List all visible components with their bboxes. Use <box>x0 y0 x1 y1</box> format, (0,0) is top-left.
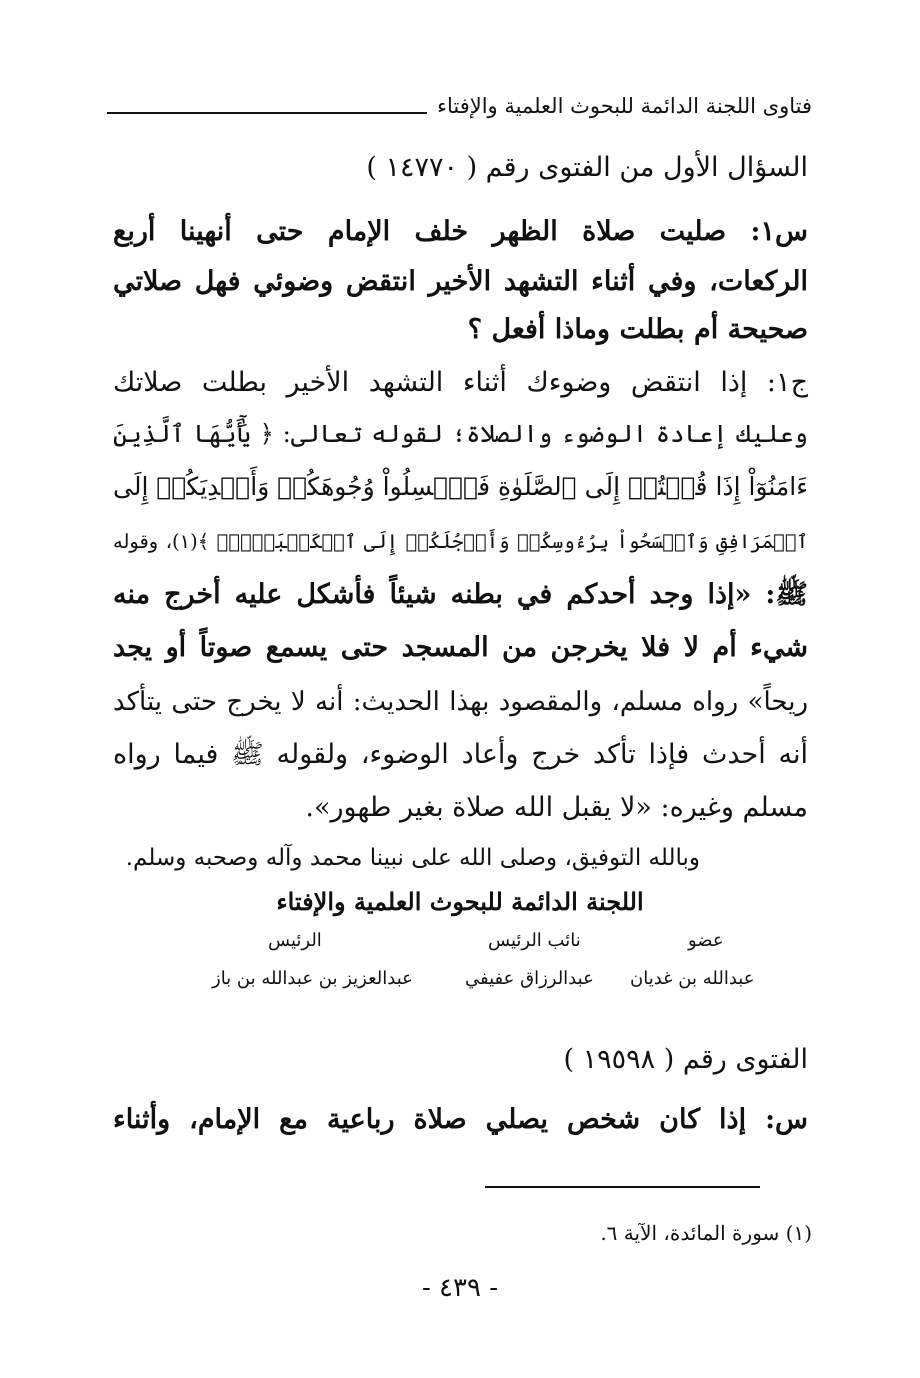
answer-1-line-6: شيء أم لا فلا يخرجن من المسجد حتى يسمع صوتاً أو يجد <box>113 632 808 663</box>
answer-1-line-9: مسلم وغيره: «لا يقبل الله صلاة بغير طهور». <box>305 792 808 823</box>
answer-1-line-5: ﷺ: «إذا وجد أحدكم في بطنه شيئاً فأشكل عليه أخرج منه <box>113 579 808 610</box>
signatory-role-member: عضو <box>688 930 724 951</box>
signatory-name-member: عبدالله بن غديان <box>630 968 755 989</box>
answer-1-line-3: ءَامَنُوٓاْ إِذَا قُمۡتُمۡ إِلَى ٱلصَّلَوٰةِ فَٱغۡسِلُواْ وُجُوهَكُمۡ وَأَيۡدِيَكُمۡ إِلَى <box>113 472 808 501</box>
signatory-name-president: عبدالعزيز بن عبدالله بن باز <box>212 968 413 989</box>
answer-1-line-4: ٱلۡمَرَافِقِ وَٱمۡسَحُواْ بِرُءُوسِكُمۡ وَأَرۡجُلَكُمۡ إِلَى ٱلۡكَعۡبَيۡنِۚ ﴾(١)، وقوله <box>113 530 808 553</box>
question-1-line-1: س١: صليت صلاة الظهر خلف الإمام حتى أنهينا أربع <box>113 216 808 247</box>
committee-name: اللجنة الدائمة للبحوث العلمية والإفتاء <box>276 887 644 916</box>
signatory-role-president: الرئيس <box>268 930 322 951</box>
footnote: (١) سورة المائدة، الآية ٦. <box>600 1221 812 1245</box>
signatory-name-vice-president: عبدالرزاق عفيفي <box>465 968 594 989</box>
running-header <box>107 86 812 126</box>
signatory-role-vice-president: نائب الرئيس <box>488 930 581 951</box>
header-title: فتاوى اللجنة الدائمة للبحوث العلمية والإفتاء <box>437 94 812 118</box>
fatwa-2-label: الفتوى رقم ( ١٩٥٩٨ ) <box>563 1044 808 1075</box>
answer-1-line-1: ج١: إذا انتقض وضوءك أثناء التشهد الأخير بطلت صلاتك <box>113 367 808 398</box>
question-1-line-2: الركعات، وفي أثناء التشهد الأخير انتقض وضوئي فهل صلاتي <box>113 266 808 297</box>
answer-1-line-8: أنه أحدث فإذا تأكد خرج وأعاد الوضوء، ولقوله ﷺ فيما رواه <box>113 739 808 770</box>
page-number: - ٤٣٩ - <box>421 1273 499 1303</box>
question-2-line-1: س: إذا كان شخص يصلي صلاة رباعية مع الإمام، وأثناء <box>113 1104 808 1135</box>
answer-1-line-7: ريحاً» رواه مسلم، والمقصود بهذا الحديث: أنه لا يخرج حتى يتأكد <box>113 687 808 717</box>
header-rule <box>107 112 427 114</box>
question-1-line-3: صحيحة أم بطلت وماذا أفعل ؟ <box>467 314 808 345</box>
answer-1-line-2: وعليك إعادة الوضوء والصلاة؛ لقوله تعالى: ﴿ يَٰٓأَيُّهَا ٱلَّذِينَ <box>113 419 808 448</box>
closing-formula: وبالله التوفيق، وصلى الله على نبينا محمد وآله وصحبه وسلم. <box>125 845 700 871</box>
footnote-separator <box>485 1186 760 1188</box>
fatwa-1-label: السؤال الأول من الفتوى رقم ( ١٤٧٧٠ ) <box>366 152 808 183</box>
